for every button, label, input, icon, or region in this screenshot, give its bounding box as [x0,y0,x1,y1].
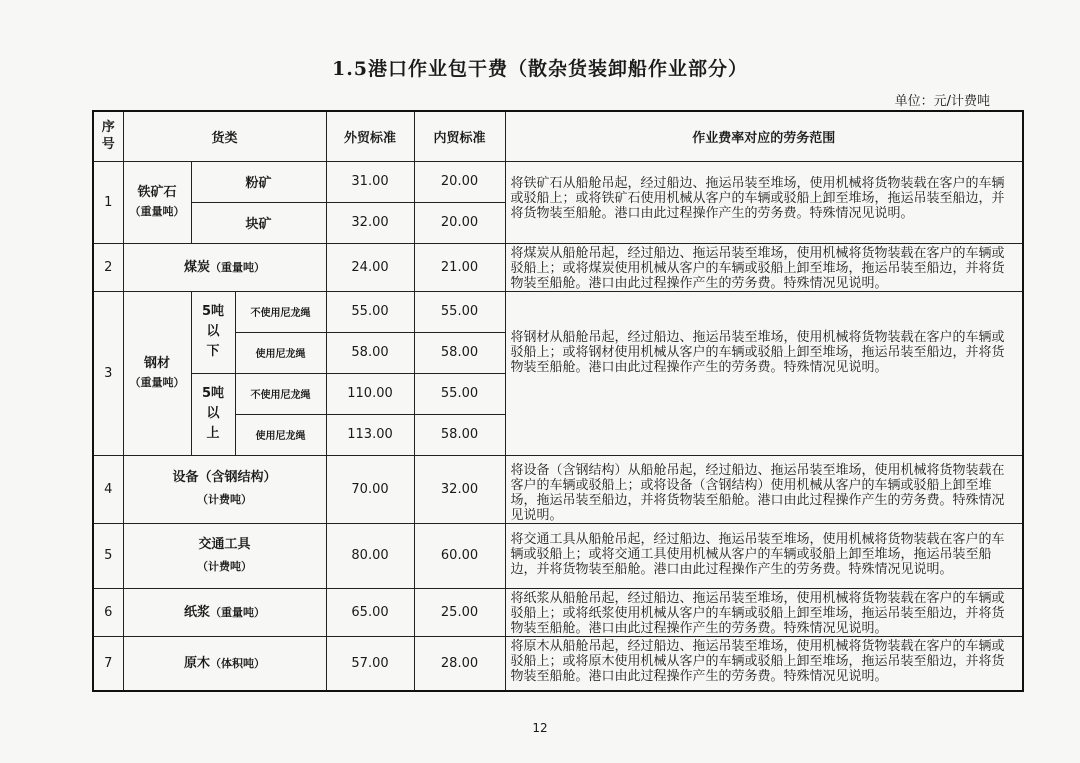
table-row [93,455,1023,523]
option-label: 使用尼龙绳 [235,414,326,455]
row-seq: 1 [93,161,123,243]
row-seq: 5 [93,523,123,588]
foreign-rate: 110.00 [326,373,414,414]
scope-text: 将设备（含钢结构）从船舱吊起，经过船边、拖运吊装至堆场，使用机械将货物装载在客户的车辆或驳船上；或将设备（含钢结构）使用机械从客户的车辆或驳船上卸至堆场，拖运吊装至船边，并将货物装至船舱。港口由此过程操作产生的劳务费。特殊情况见说明。 [505,455,1023,523]
header-category: 货类 [123,111,326,161]
row-seq: 7 [93,636,123,691]
domestic-rate: 25.00 [414,588,505,636]
foreign-rate: 70.00 [326,455,414,523]
row-seq: 3 [93,291,123,455]
category-name: 铁矿石 [137,185,177,200]
table-row [93,588,1023,636]
category-cell [123,523,326,588]
scope-text: 将交通工具从船舱吊起，经过船边、拖运吊装至堆场，使用机械将货物装载在客户的车辆或驳船上；或将交通工具使用机械从客户的车辆或驳船上卸至堆场，拖运吊装至船边，并将货物装至船舱。港口由此过程操作产生的劳务费。特殊情况见说明。 [505,523,1023,588]
category-cell [123,588,326,636]
category-unit: （重量吨） [210,260,266,274]
category-name: 纸浆 [184,604,211,620]
fee-table [92,110,1024,692]
domestic-rate: 20.00 [414,161,505,202]
subcategory-label: 块矿 [191,202,326,243]
table-row [93,523,1023,588]
option-label: 不使用尼龙绳 [235,373,326,414]
header-row [93,111,1023,161]
table-row [93,243,1023,291]
category-cell [123,636,326,691]
domestic-rate: 55.00 [414,373,505,414]
scope-text: 将纸浆从船舱吊起，经过船边、拖运吊装至堆场，使用机械将货物装载在客户的车辆或驳船上；或将纸浆使用机械从客户的车辆或驳船上卸至堆场，拖运吊装至船边，并将货物装至船舱。港口由此过程操作产生的劳务费。特殊情况见说明。 [505,588,1023,636]
domestic-rate: 32.00 [414,455,505,523]
row-seq: 2 [93,243,123,291]
page-number: 12 [532,721,548,735]
page-title: 1.5港口作业包干费（散杂货装卸船作业部分） [331,58,749,80]
category-name: 原木 [184,655,211,671]
option-label: 不使用尼龙绳 [235,291,326,332]
category-cell [123,455,326,523]
category-unit: （重量吨） [129,376,185,389]
domestic-rate: 21.00 [414,243,505,291]
domestic-rate: 28.00 [414,636,505,691]
category-cell [123,243,326,291]
foreign-rate: 31.00 [326,161,414,202]
unit-label: 单位：元/计费吨 [894,94,990,109]
scope-text: 将钢材从船舱吊起，经过船边、拖运吊装至堆场，使用机械将货物装载在客户的车辆或驳船上；或将钢材使用机械从客户的车辆或驳船上卸至堆场，拖运吊装至船边，并将货物装至船舱。港口由此过程操作产生的劳务费。特殊情况见说明。 [505,291,1023,455]
option-label: 使用尼龙绳 [235,332,326,373]
row-seq: 4 [93,455,123,523]
weight-group: 5吨以下 [191,291,235,373]
scope-text: 将煤炭从船舱吊起，经过船边、拖运吊装至堆场，使用机械将货物装载在客户的车辆或驳船上；或将煤炭使用机械从客户的车辆或驳船上卸至堆场，拖运吊装至船边，并将货物装至船舱。港口由此过程操作产生的劳务费。特殊情况见说明。 [505,243,1023,291]
header-seq: 序号 [93,111,123,161]
foreign-rate: 57.00 [326,636,414,691]
weight-group: 5吨以上 [191,373,235,455]
domestic-rate: 58.00 [414,332,505,373]
foreign-rate: 113.00 [326,414,414,455]
foreign-rate: 58.00 [326,332,414,373]
domestic-rate: 55.00 [414,291,505,332]
header-domestic: 内贸标准 [414,111,505,161]
category-unit: （重量吨） [210,605,266,619]
foreign-rate: 65.00 [326,588,414,636]
category-unit: （重量吨） [129,205,185,218]
table-row [93,161,1023,202]
category-unit: （计费吨） [197,559,252,573]
foreign-rate: 80.00 [326,523,414,588]
foreign-rate: 55.00 [326,291,414,332]
category-name: 煤炭 [184,259,211,275]
scope-text: 将铁矿石从船舱吊起，经过船边、拖运吊装至堆场，使用机械将货物装载在客户的车辆或驳船上；或将铁矿石使用机械从客户的车辆或驳船上卸至堆场，拖运吊装至船边，并将货物装至船舱。港口由此过程操作产生的劳务费。特殊情况见说明。 [505,161,1023,243]
row-seq: 6 [93,588,123,636]
scope-text: 将原木从船舱吊起，经过船边、拖运吊装至堆场，使用机械将货物装载在客户的车辆或驳船上；或将原木使用机械从客户的车辆或驳船上卸至堆场，拖运吊装至船边，并将货物装至船舱。港口由此过程操作产生的劳务费。特殊情况见说明。 [505,636,1023,691]
foreign-rate: 24.00 [326,243,414,291]
category-name: 交通工具 [198,536,251,552]
subcategory-label: 粉矿 [191,161,326,202]
category-name: 钢材 [143,356,170,371]
foreign-rate: 32.00 [326,202,414,243]
domestic-rate: 20.00 [414,202,505,243]
header-foreign: 外贸标准 [326,111,414,161]
category-unit: （体积吨） [210,656,266,670]
header-scope: 作业费率对应的劳务范围 [505,111,1023,161]
domestic-rate: 60.00 [414,523,505,588]
table-row [93,636,1023,691]
category-unit: （计费吨） [197,493,252,506]
category-cell [123,291,191,455]
category-name: 设备（含钢结构） [172,470,277,485]
table-row [93,291,1023,332]
domestic-rate: 58.00 [414,414,505,455]
category-cell [123,161,191,243]
